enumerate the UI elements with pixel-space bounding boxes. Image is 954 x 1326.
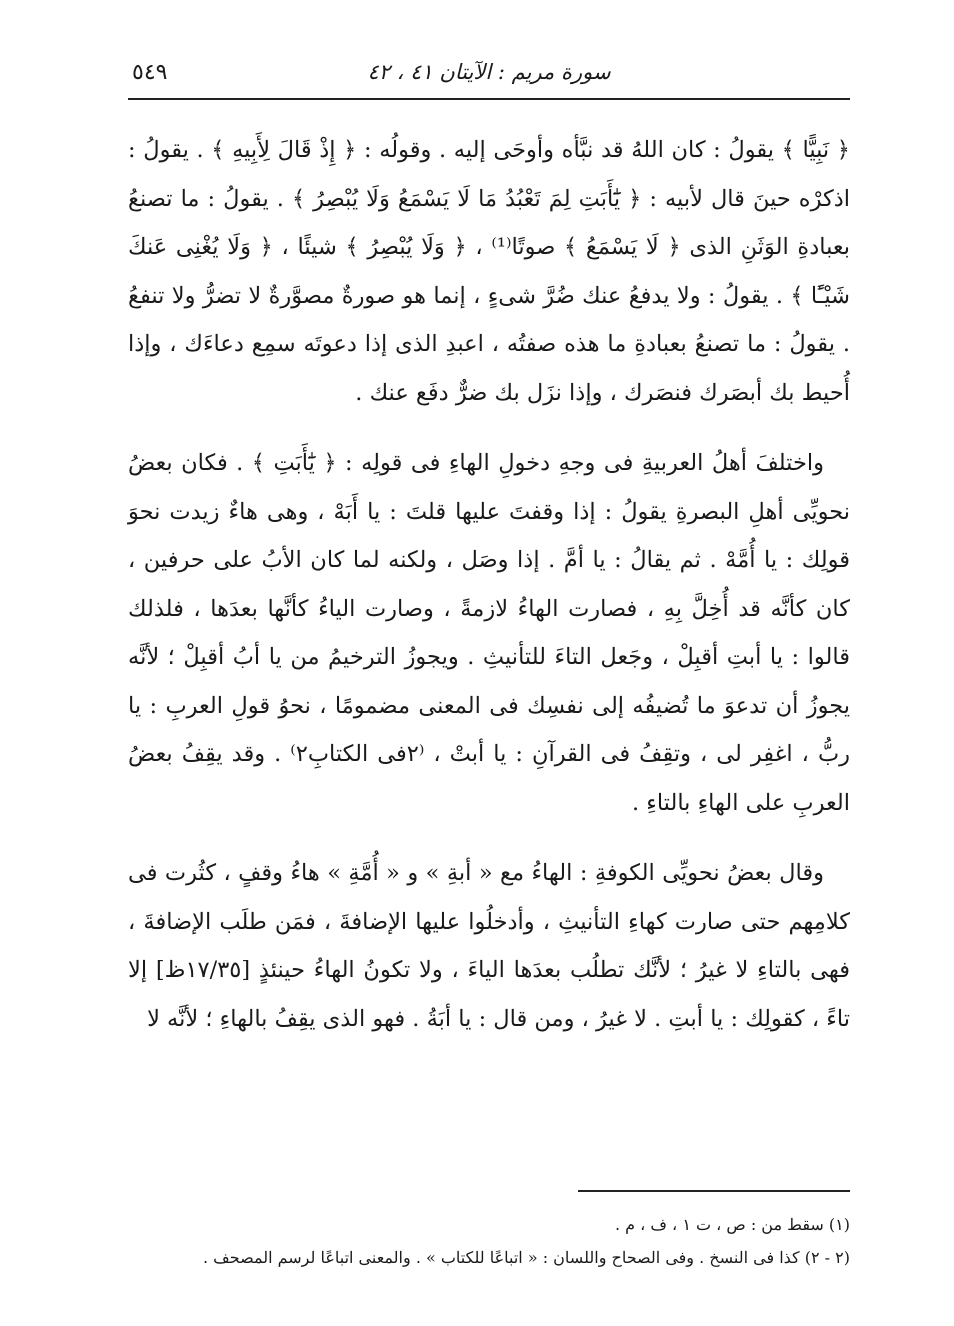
- footnote: (١) سقط من : ص ، ت ١ ، ف ، م .: [614, 1215, 850, 1234]
- footnotes: [128, 1208, 850, 1274]
- footnote-divider: [578, 1190, 850, 1192]
- main-text: [128, 126, 850, 1043]
- paragraph: واختلفَ أهلُ العربيةِ فى وجهِ دخولِ الهاءِ فى قولِه : ﴿ يَٰٓأَبَتِ ﴾ . فكان بعضُ نحويِّى أهلِ البصرةِ يقولُ : إذا وقفتَ عليها قلتَ : يا أَبَهْ ، وهى هاءٌ زيدت نحوَ قولِك : يا أُمَّهْ . ثم يقالُ : يا أمَّ . إذا وصَل ، ولكنه لما كان الأبُ على حرفين ، كان كأنَّه قد أُخِلَّ بِهِ ، فصارت الهاءُ لازمةً ، وصارت الياءُ كأنَّها بعدَها ، فلذلك قالوا : يا أبتِ أقبِلْ ، وجَعل التاءَ للتأنيثِ . ويجوزُ الترخيمُ من يا أبُ أقبِلْ ؛ لأنَّه يجوزُ أن تدعوَ ما تُضيفُه إلى نفسِك فى المعنى مضمومًا ، نحوُ قولِ العربِ : يا ربُّ ، اغفِر لى ، وتقِفُ فى القرآنِ : يا أبتْ ، ⁽٢فى الكتابِ٢⁾ . وقد يقِفُ بعضُ العربِ على الهاءِ بالتاءِ .: [128, 450, 851, 816]
- paragraph: وقال بعضُ نحويِّى الكوفةِ : الهاءُ مع « أبةِ » و « أُمَّةِ » هاءُ وقفٍ ، كثُرت فى كلامِهم حتى صارت كهاءِ التأنيثِ ، وأدخلُوا عليها الإضافةَ ، فمَن طلَب الإضافةَ ، فهى بالتاءِ لا غيرُ ؛ لأنَّك تطلُب بعدَها الياءَ ، ولا تكونُ الهاءُ حينئذٍ [١٧/٣٥ظ] إلا تاءً ، كقولِك : يا أبتِ . لا غيرُ ، ومن قال : يا أبَةُ . فهو الذى يقِفُ بالهاءِ ؛ لأنَّه لا: [128, 860, 850, 1032]
- page-header: [128, 52, 850, 100]
- paragraph: ﴿ نَبِيًّا ﴾ يقولُ : كان اللهُ قد نبَّأه وأوحَى إليه . وقولُه : ﴿ إِذْ قَالَ لِأَبِيهِ ﴾ . يقولُ : اذكرْه حينَ قال لأبيه : ﴿ يَٰٓأَبَتِ لِمَ تَعْبُدُ مَا لَا يَسْمَعُ وَلَا يُبْصِرُ ﴾ . يقولُ : ما تصنعُ بعبادةِ الوَثَنِ الذى ﴿ لَا يَسْمَعُ ﴾ صوتًا⁽¹⁾ ، ﴿ وَلَا يُبْصِرُ ﴾ شيئًا ، ﴿ وَلَا يُغْنِى عَنكَ شَيْـًٔا ﴾ . يقولُ : ولا يدفعُ عنك ضُرَّ شىءٍ ، إنما هو صورةٌ مصوَّرةٌ لا تضرُّ ولا تنفعُ . يقولُ : ما تصنعُ بعبادةِ ما هذه صفتُه ، اعبدِ الذى إذا دعوتَه سمِع دعاءَك ، وإذا أُحيط بك أبصَرك فنصَرك ، وإذا نزَل بك ضرٌّ دفَع عنك .: [128, 137, 851, 406]
- running-title: سورة مريم : الآيتان ٤١ ، ٤٢: [367, 60, 611, 84]
- footnote: (٢ - ٢) كذا فى النسخ . وفى الصحاح واللسان : « اتباعًا للكتاب » . والمعنى اتباعًا لرسم المصحف .: [203, 1248, 850, 1267]
- page-number: ٥٤٩: [132, 60, 168, 85]
- book-page: [128, 52, 850, 1302]
